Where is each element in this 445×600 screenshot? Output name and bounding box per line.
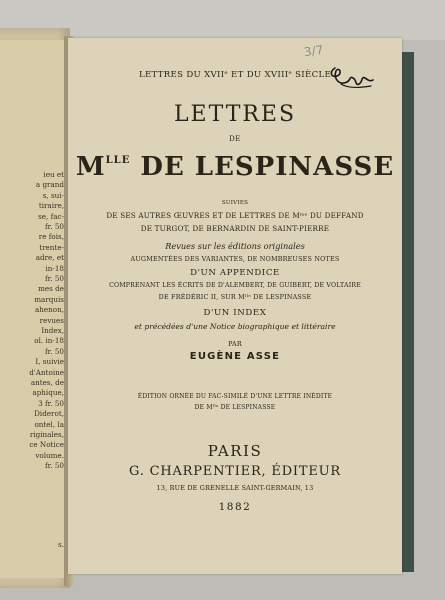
comprenant-line-2: DE FRÉDÉRIC II, SUR Mˡˡᵉ DE LESPINASSE: [158, 293, 312, 301]
pencil-note: 3/7: [303, 42, 325, 60]
edition-line-1: ÉDITION ORNÉE DU FAC-SIMILÉ D'UNE LETTRE INÉDITE: [137, 393, 333, 400]
left-page-line: ieu et: [43, 170, 64, 179]
left-page-line: revues: [39, 315, 64, 325]
title-name: [68, 152, 402, 182]
left-page-line: re fois,: [38, 232, 64, 242]
imprint-publisher: G. CHARPENTIER, ÉDITEUR: [129, 464, 341, 479]
title-lettres: LETTRES: [173, 102, 297, 127]
left-page-line: 3 fr. 50: [38, 398, 64, 408]
imprint-address: 13, RUE DE GRENELLE SAINT-GERMAIN, 13: [156, 484, 314, 492]
works-line-1: DE SES AUTRES ŒUVRES ET DE LETTRES DE Mᵐᵉ DU DEFFAND: [106, 211, 364, 220]
left-page-line: Index,: [41, 326, 64, 335]
left-page-line: s, sui-: [42, 190, 64, 200]
left-page-line: fr. 50: [44, 274, 64, 283]
left-page-line: ce Notice: [29, 440, 64, 450]
title-page: [68, 38, 402, 574]
left-page-line: fr. 50: [44, 461, 64, 471]
index-line: D'UN INDEX: [203, 308, 267, 318]
left-page-line: s.: [58, 540, 64, 549]
augmentees-line: AUGMENTÉES DES VARIANTES, DE NOMBREUSES NOTES: [130, 255, 340, 263]
left-page-line: ontel, la: [34, 419, 64, 429]
title-name-sup: LLE: [105, 155, 131, 166]
imprint-year: 1882: [218, 501, 252, 513]
left-page: [0, 40, 66, 578]
left-page-line: aphique,: [32, 388, 64, 398]
left-page-line: riginales,: [29, 430, 64, 439]
appendice-line: D'UN APPENDICE: [190, 268, 280, 278]
left-page-line: mes de: [38, 284, 64, 294]
title-de: DE: [229, 135, 241, 143]
left-page-line: fr. 50: [44, 346, 64, 356]
left-page-line: adre, et: [35, 253, 64, 263]
comprenant-line-1: COMPRENANT LES ÉCRITS DE D'ALEMBERT, DE GUIBERT, DE VOLTAIRE: [109, 282, 361, 289]
left-page-line: ahenon,: [34, 305, 64, 315]
left-page-line: ol. in-18: [34, 336, 64, 346]
precedees-line: et précédées d'une Notice biographique et littéraire: [134, 322, 336, 331]
left-page-line: antes, de: [30, 378, 64, 387]
title-name-rest: DE LESPINASSE: [140, 152, 395, 182]
revues-line: Revues sur les éditions originales: [165, 241, 305, 251]
left-page-line: d'Antoine: [29, 367, 64, 377]
edition-line-2: DE Mˡˡᵉ DE LESPINASSE: [194, 404, 276, 411]
left-page-line: volume.: [35, 450, 64, 460]
par-label: PAR: [228, 340, 242, 348]
left-page-line: marquis: [34, 294, 64, 304]
imprint-city: PARIS: [207, 442, 263, 460]
left-page-line: a grand: [35, 180, 64, 190]
left-page-line: Diderot,: [34, 409, 64, 419]
title-name-prefix: M: [75, 152, 106, 182]
left-page-line: I, suivie: [35, 357, 64, 367]
left-page-line: tiraire,: [38, 201, 64, 211]
left-page-line: se, fac-: [38, 211, 64, 221]
left-page-line: trente-: [39, 242, 64, 252]
series-title: LETTRES DU XVIIᵉ ET DU XVIIIᵉ SIÈCLE: [138, 70, 332, 80]
works-line-2: DE TURGOT, DE BERNARDIN DE SAINT-PIERRE: [140, 224, 330, 233]
left-page-line: in-18: [45, 263, 64, 273]
suivies-label: SUIVIES: [221, 200, 249, 206]
left-page-line: fr. 50: [44, 222, 64, 231]
author-name: EUGÈNE ASSE: [189, 351, 281, 362]
